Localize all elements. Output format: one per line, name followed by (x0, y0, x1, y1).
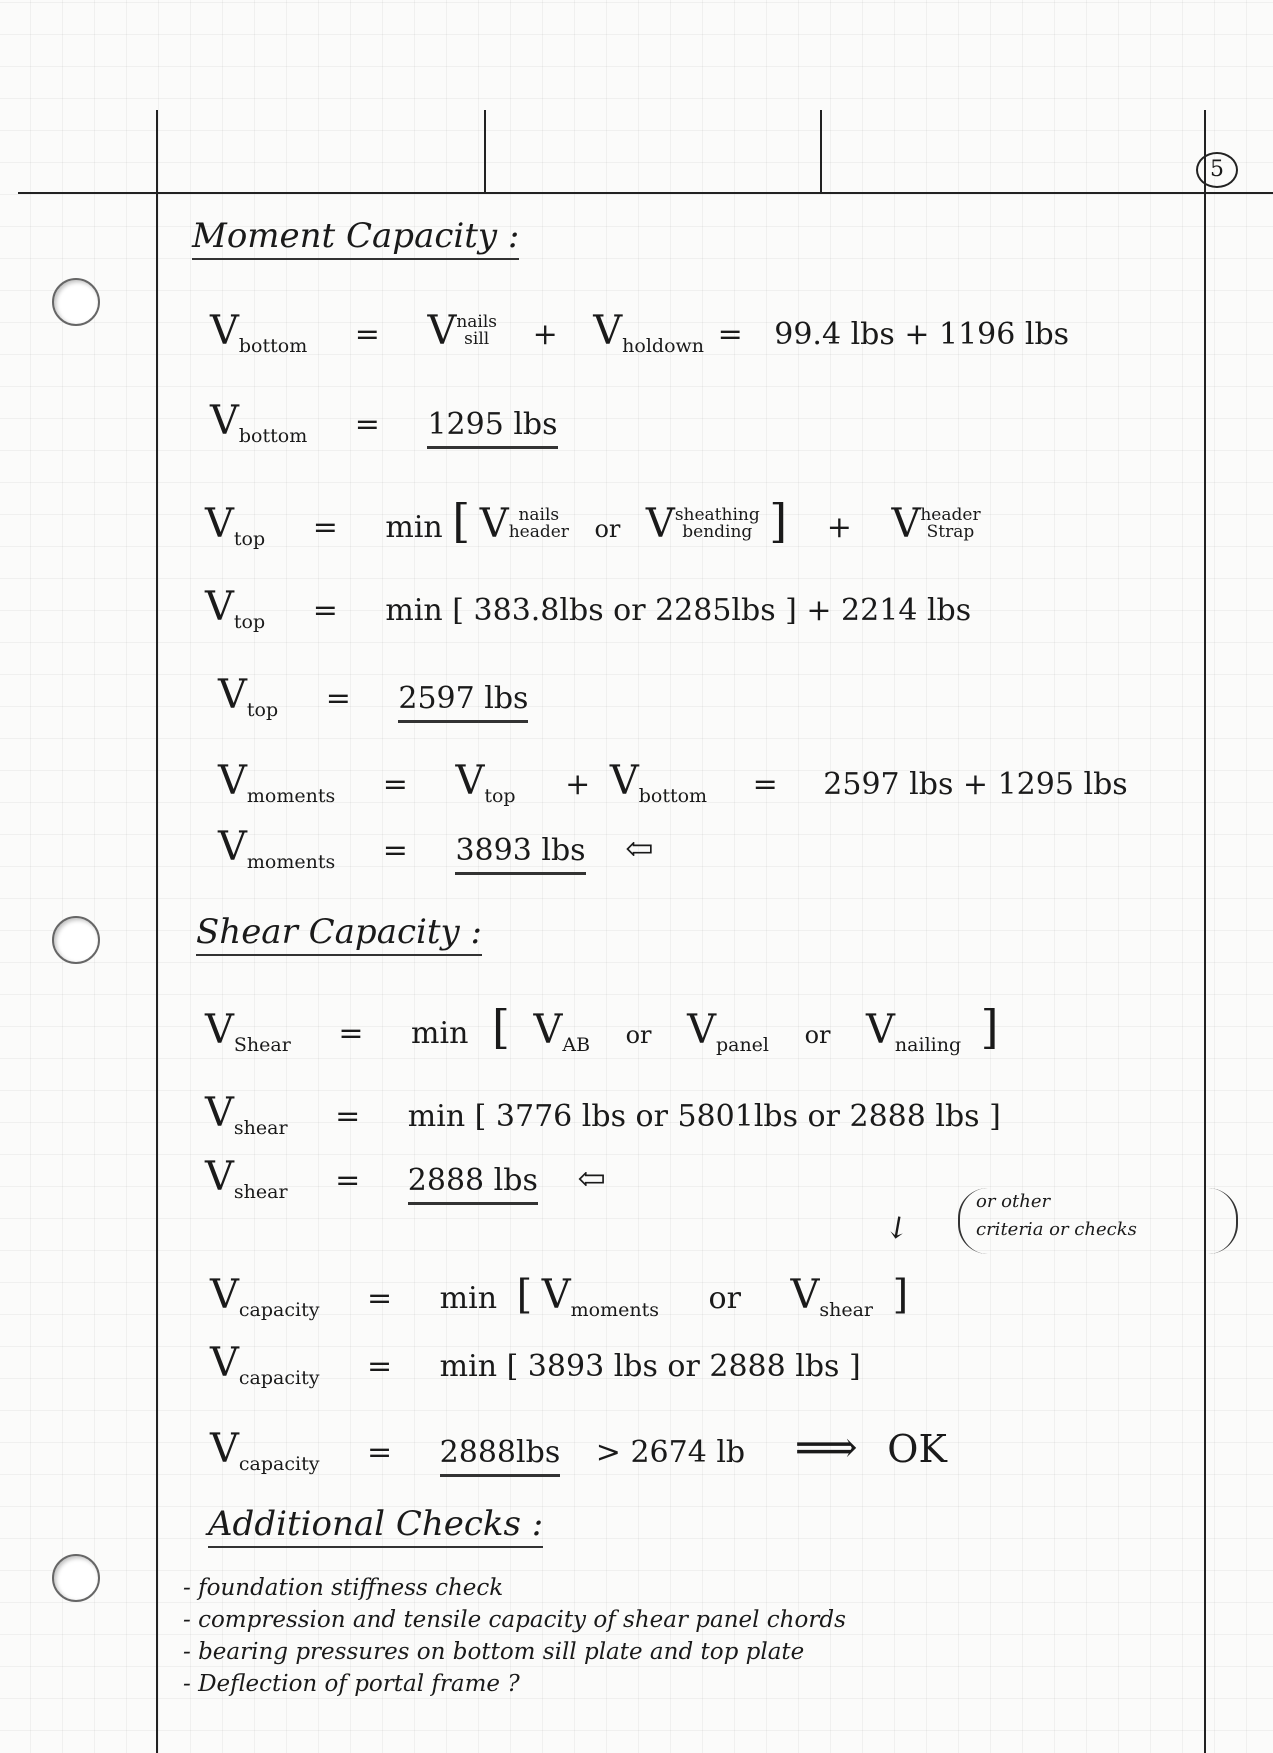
v-bottom-formula: $V_{bottom}$ = Vnails sill + $V_{holdown} = 99.4$ lbs + 1196 lbs (210, 308, 1070, 357)
binder-hole-bottom (52, 1554, 100, 1602)
page-number: 5 (1196, 152, 1238, 188)
down-left-arrow-icon: ↙ (877, 1205, 918, 1250)
criteria-note: or other criteria or checks (958, 1188, 1238, 1254)
v-top-result: $V_{top} = 2597$ lbs (218, 672, 529, 721)
binder-hole-middle (52, 916, 100, 964)
ok-label: OK (887, 1427, 947, 1471)
list-item: - bearing pressures on bottom sill plate and top plate (183, 1639, 805, 1665)
shear-capacity-heading: Shear Capacity : (196, 912, 482, 956)
list-item: - compression and tensile capacity of shear panel chords (183, 1607, 846, 1633)
list-item: - foundation stiffness check (183, 1575, 504, 1601)
implies-arrow-icon: ⟹ (794, 1422, 858, 1473)
v-shear-result: $V_{shear} = 2888$ lbs ⇦ (205, 1154, 606, 1203)
v-moments-result: $V_{moments} = 3893$ lbs ⇦ (218, 824, 654, 873)
list-item: - Deflection of portal frame ? (183, 1671, 520, 1697)
v-top-values: $V_{top} = \min$ [ 383.8lbs or 2285lbs ] + 2214 lbs (205, 584, 972, 633)
header-rule (18, 192, 1273, 194)
additional-checks-heading: Additional Checks : (208, 1504, 543, 1548)
v-top-formula: $V_{top} = \min$ [ V nails header or Vsheathing bending ] + Vheader Strap (205, 494, 981, 550)
v-bottom-result: $V_{bottom} = 1295$ lbs (210, 398, 558, 447)
v-shear-values: $V_{shear} = \min$ [ 3776 lbs or 5801lbs or 2888 lbs ] (205, 1090, 1001, 1139)
left-margin-line (156, 110, 158, 1753)
v-shear-formula: $V_{Shear} = \min$ [ $V_{AB}$ or $V_{panel}$ or $V_{nailing}$ ] (205, 1000, 999, 1056)
v-capacity-formula: $V_{capacity} = \min$ [ $V_{moments}$ or $V_{shear}$ ] (210, 1272, 909, 1321)
header-divider-1 (484, 110, 486, 192)
moment-capacity-heading: Moment Capacity : (192, 216, 519, 260)
right-margin-line (1204, 110, 1206, 1753)
v-capacity-values: $V_{capacity} = \min$ [ 3893 lbs or 2888 lbs ] (210, 1340, 861, 1389)
header-divider-2 (820, 110, 822, 192)
additional-checks-list (183, 1572, 846, 1700)
v-capacity-result: $V_{capacity} = 2888lbs > 2674$ lb ⟹ OK (210, 1422, 947, 1475)
left-arrow-icon: ⇦ (625, 829, 654, 869)
left-arrow-icon: ⇦ (577, 1159, 606, 1199)
binder-hole-top (52, 278, 100, 326)
v-moments-formula: $V_{moments} = V_{top} + V_{bottom} = 2597$ lbs + 1295 lbs (218, 758, 1128, 807)
